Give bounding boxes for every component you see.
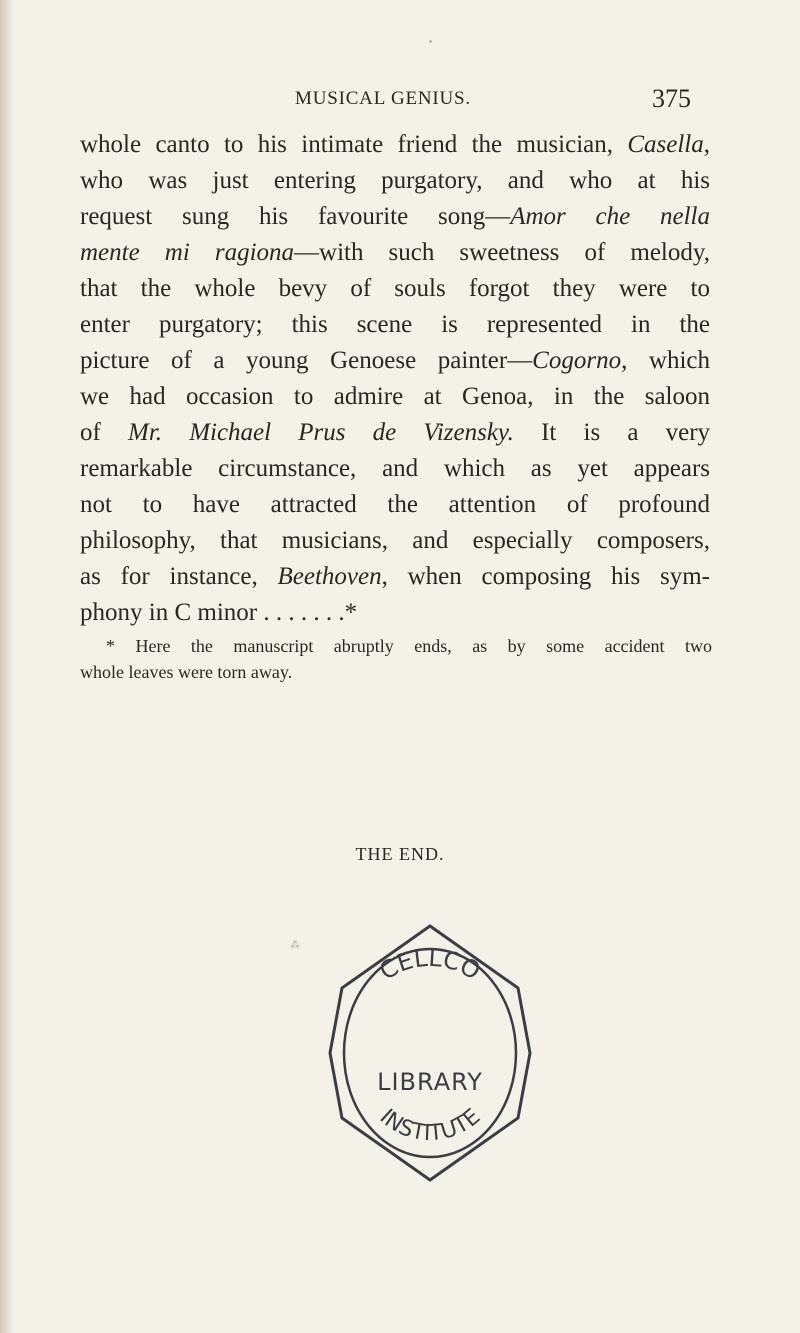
text-line: enter purgatory; this scene is represented in the: [80, 311, 710, 338]
italic-name: Mr. Michael Prus de Vizensky.: [128, 419, 514, 446]
italic-song-title: mente mi ragiona: [80, 239, 295, 266]
italic-name: Beethoven: [277, 563, 382, 590]
italic-name: Cogorno: [532, 347, 622, 374]
ink-speck: ⁂: [290, 940, 300, 951]
body-text: [80, 127, 710, 631]
page-gutter-shadow: [0, 0, 14, 1333]
text-line: not to have attracted the attention of profound: [80, 491, 710, 518]
text-line: picture of a young Genoese painter—Cogorno, which: [80, 347, 710, 374]
the-end: THE END.: [355, 844, 445, 864]
stamp-arc-text-top: CELLCO: [374, 943, 486, 986]
text-line: mente mi ragiona—with such sweetness of melody,: [80, 239, 710, 266]
running-title: MUSICAL GENIUS.: [295, 88, 471, 109]
text-line: of Mr. Michael Prus de Vizensky. It is a very: [80, 419, 711, 446]
text-line: remarkable circumstance, and which as yet appears: [80, 455, 710, 482]
footnote-line: * Here the manuscript abruptly ends, as by some accident two: [106, 636, 712, 656]
running-head: [0, 84, 800, 114]
text-line: philosophy, that musicians, and especially composers,: [80, 527, 710, 554]
footnote: [80, 633, 712, 685]
library-stamp: [318, 918, 542, 1188]
text-line: request sung his favourite song—Amor che nella: [80, 203, 711, 230]
ink-speck: [429, 40, 432, 43]
italic-name: Casella: [627, 131, 704, 158]
text-line: as for instance, Beethoven, when composing his sym-: [80, 563, 711, 590]
text-line: we had occasion to admire at Genoa, in the saloon: [80, 383, 710, 410]
text-line: phony in C minor . . . . . . .*: [80, 599, 358, 626]
footnote-line: whole leaves were torn away.: [80, 662, 293, 682]
stamp-arc-text-bottom: INSTITUTE: [374, 1104, 486, 1147]
italic-song-title: Amor che nella: [510, 203, 711, 230]
text-line: who was just entering purgatory, and who at his: [80, 167, 710, 194]
page-number: 375: [652, 84, 691, 113]
text-line: that the whole bevy of souls forgot they were to: [80, 275, 710, 302]
text-line: whole canto to his intimate friend the musician, Casella,: [80, 131, 710, 158]
stamp-library-label: LIBRARY: [377, 1068, 483, 1096]
